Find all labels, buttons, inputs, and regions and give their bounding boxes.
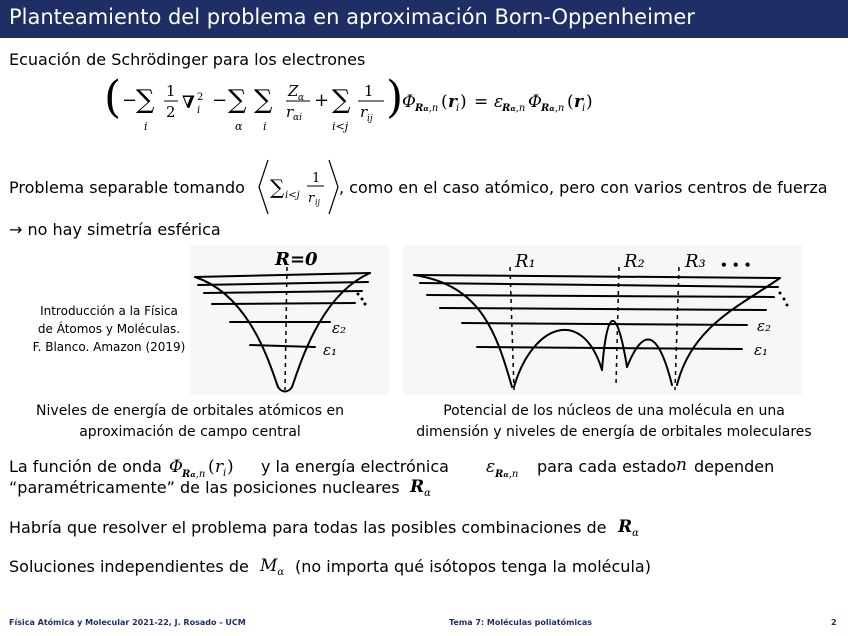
- molecular-potential-figure: [402, 245, 802, 395]
- atomic-levels-figure: [190, 245, 390, 395]
- credit-line-3: F. Blanco. Amazon (2019): [32, 340, 186, 354]
- svg-text:Rα,n: Rα,n: [415, 103, 439, 114]
- footer-page-number: 2: [831, 618, 837, 627]
- svg-text:Mα: $M_\alpha$: [260, 556, 285, 578]
- schrodinger-heading: Ecuación de Schrödinger para los electrones: [9, 50, 366, 69]
- svg-text:2: 2: [197, 92, 204, 103]
- caption-atomic-line-1: Niveles de energía de orbitales atómicos en: [36, 403, 344, 419]
- label-epsilon-1: ε₁: [323, 341, 338, 359]
- wavefunction-text-line2: “paramétricamente” de las posiciones nucleares: [9, 478, 400, 497]
- svg-text:1: 1: [312, 171, 321, 186]
- svg-text:Rα: $R_\alpha$: [410, 477, 431, 499]
- credit-line-2: de Átomos y Moléculas.: [37, 322, 181, 336]
- svg-text:∑: ∑: [136, 85, 155, 115]
- svg-text:i: i: [263, 120, 267, 133]
- label-ellipsis: • • •: [720, 258, 752, 272]
- label-r1: R₁: [515, 251, 536, 272]
- slide-title: Planteamiento del problema en aproximación Born-Oppenheimer: [9, 5, 695, 29]
- label-r3: R₃: [685, 251, 706, 272]
- separable-prefix: Problema separable tomando: [9, 178, 245, 197]
- svg-text:r: r: [286, 103, 294, 121]
- energy-symbol: [482, 452, 530, 482]
- svg-text:r: r: [574, 92, 583, 112]
- svg-text:2: 2: [166, 103, 176, 121]
- svg-text:∑: ∑: [228, 85, 247, 115]
- svg-text:): ): [586, 92, 593, 112]
- svg-text:αi: αi: [293, 113, 302, 123]
- svg-text:α: α: [298, 93, 305, 103]
- svg-text:): ): [460, 92, 467, 112]
- svg-text:r: r: [448, 92, 457, 112]
- svg-text:1: 1: [364, 82, 374, 100]
- svg-text:ij: ij: [315, 198, 321, 207]
- wavefunction-text-3: para cada estado: [537, 457, 677, 476]
- independent-text-1: Soluciones independientes de: [9, 557, 249, 576]
- book-credit: [14, 302, 204, 356]
- caption-molecular-line-2: dimensión y niveles de energía de orbitales moleculares: [416, 424, 812, 440]
- separable-suffix: , como en el caso atómico, pero con varios centros de fuerza: [339, 178, 828, 197]
- svg-text:ε: ε: [494, 92, 504, 112]
- svg-text:r: r: [360, 103, 368, 121]
- svg-text:Φ: Φ: [169, 457, 183, 477]
- caption-molecular-line-1: Potencial de los núcleos de una molécula en una: [443, 403, 785, 419]
- svg-text:−: −: [122, 90, 138, 111]
- caption-atomic: [14, 401, 366, 443]
- label-epsilon-2: ε₂: [332, 319, 347, 337]
- nuclear-position-symbol-2: [616, 514, 646, 540]
- svg-text:Rα,n: Rα,n: [182, 469, 206, 480]
- svg-text:Φ: Φ: [402, 92, 416, 112]
- mass-symbol: [258, 553, 288, 579]
- caption-molecular: [396, 401, 832, 443]
- wavefunction-text-1: La función de onda: [9, 457, 162, 476]
- svg-text:∑: ∑: [270, 175, 285, 199]
- svg-text:−: −: [212, 90, 228, 111]
- svg-text:(: (: [441, 92, 448, 112]
- svg-text:+: +: [314, 90, 330, 111]
- svg-text:Rα: $R_\alpha$: [618, 517, 639, 539]
- svg-text:ij: ij: [367, 114, 373, 124]
- footer-course: Física Atómica y Molecular 2021-22, J. Rosado - UCM: [9, 618, 246, 627]
- state-n-symbol: n: [676, 455, 687, 475]
- label-epsilon-2-molecule: ε₂: [757, 317, 772, 335]
- svg-text:Φ: Φ: [528, 92, 542, 112]
- svg-text:Rα,n: Rα,n: [502, 103, 526, 114]
- svg-text:Z: Z: [288, 82, 299, 100]
- svg-text:ε: ε: [486, 457, 496, 477]
- svg-text:∑: ∑: [332, 85, 351, 115]
- svg-text:i: i: [144, 120, 148, 133]
- svg-text:Rα,n: Rα,n: [495, 469, 519, 480]
- no-symmetry-note: → no hay simetría esférica: [9, 220, 221, 239]
- label-r2: R₂: [624, 251, 645, 272]
- svg-text:∑: ∑: [254, 85, 273, 115]
- svg-text:Rα,n: Rα,n: [541, 103, 565, 114]
- svg-text:i: i: [223, 468, 227, 479]
- svg-text:r: r: [215, 457, 224, 477]
- credit-line-1: Introducción a la Física: [40, 304, 178, 318]
- svg-text:1: 1: [166, 82, 176, 100]
- label-r-zero: R=0: [275, 249, 318, 270]
- footer-topic: Tema 7: Moléculas poliatómicas: [449, 618, 593, 627]
- wavefunction-text-4: dependen: [694, 457, 775, 476]
- resolver-text: Habría que resolver el problema para todas las posibles combinaciones de: [9, 518, 607, 537]
- svg-text:r: r: [308, 191, 315, 206]
- schrodinger-equation: [100, 66, 660, 138]
- svg-text:): ): [386, 72, 404, 123]
- svg-text:): ): [227, 457, 234, 477]
- svg-text:i: i: [456, 103, 460, 114]
- svg-text:i: i: [197, 105, 201, 116]
- nuclear-position-symbol-1: [408, 474, 438, 500]
- svg-text:α: α: [235, 120, 243, 133]
- svg-text:i<j: i<j: [332, 120, 349, 133]
- svg-text:(: (: [208, 457, 215, 477]
- independent-text-2: (no importa qué isótopos tenga la molécula): [295, 557, 651, 576]
- wavefunction-text-2: y la energía electrónica: [261, 457, 449, 476]
- svg-text:(: (: [104, 72, 122, 123]
- svg-text:∇: ∇: [182, 93, 195, 113]
- svg-text:i<j: i<j: [285, 190, 300, 201]
- svg-text:i: i: [582, 103, 586, 114]
- title-bar: [0, 0, 848, 38]
- svg-text:(: (: [567, 92, 574, 112]
- label-epsilon-1-molecule: ε₁: [754, 341, 769, 359]
- caption-atomic-line-2: aproximación de campo central: [79, 424, 301, 440]
- svg-text:=: =: [474, 92, 489, 112]
- separable-bracket-term: [256, 156, 342, 218]
